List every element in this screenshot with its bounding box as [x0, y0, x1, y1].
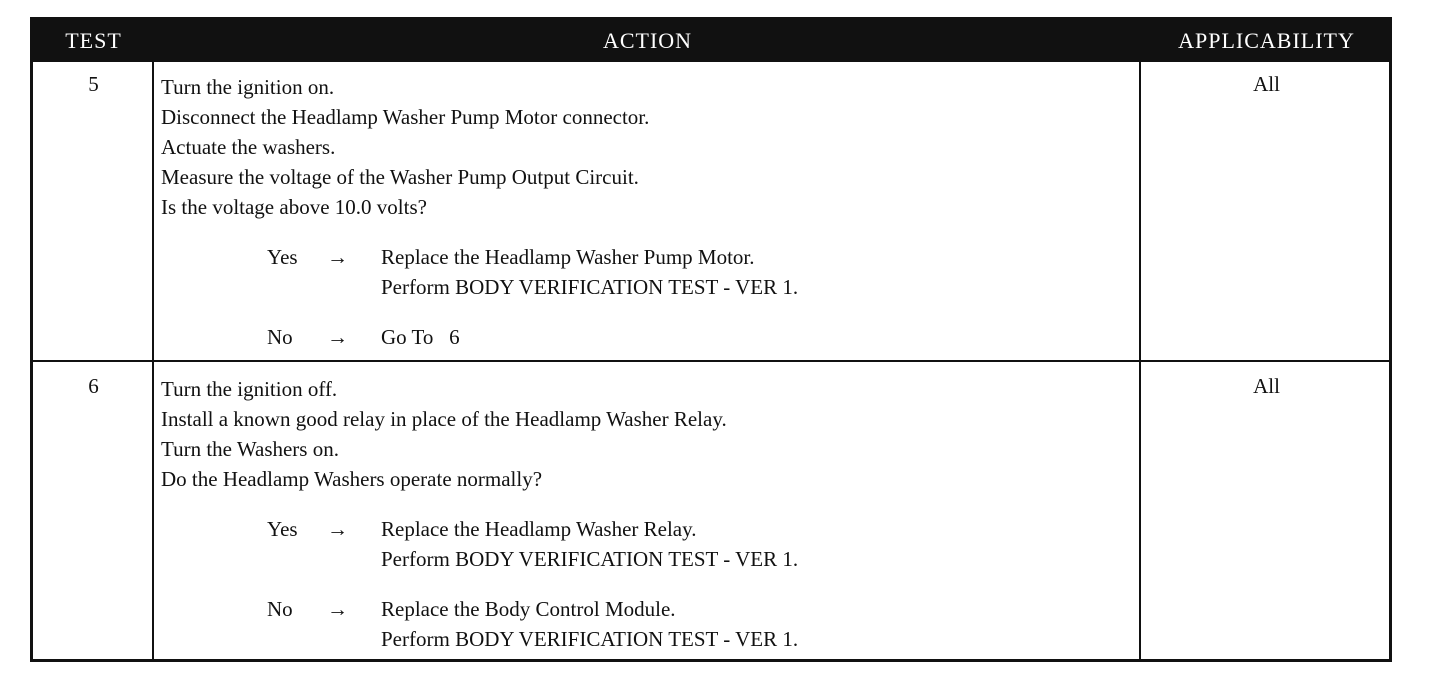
- header-applicability: APPLICABILITY: [1178, 28, 1355, 53]
- table-header: [33, 20, 1389, 62]
- action-steps: [161, 72, 649, 222]
- arrow-right-icon: →: [327, 517, 348, 541]
- row-divider: [33, 360, 1389, 362]
- action-step: Is the voltage above 10.0 volts?: [161, 195, 427, 219]
- action-step: Measure the voltage of the Washer Pump Output Circuit.: [161, 165, 639, 189]
- applicability-value: All: [1253, 374, 1280, 398]
- arrow-right-icon: →: [327, 245, 348, 269]
- header-action: ACTION: [602, 28, 693, 53]
- action-step: Do the Headlamp Washers operate normally?: [161, 467, 543, 491]
- header-test: TEST: [65, 28, 122, 53]
- result-line: Replace the Body Control Module.: [381, 597, 676, 621]
- yes-result: [267, 514, 798, 574]
- result-line: Go To 6: [381, 325, 460, 349]
- result-line: Perform BODY VERIFICATION TEST - VER 1.: [381, 275, 799, 299]
- result-line: Replace the Headlamp Washer Relay.: [381, 517, 697, 541]
- result-line: Perform BODY VERIFICATION TEST - VER 1.: [381, 547, 799, 571]
- yes-label: Yes: [267, 245, 298, 269]
- test-number: 5: [88, 72, 99, 96]
- no-result: [267, 322, 460, 352]
- action-step: Disconnect the Headlamp Washer Pump Motor connector.: [161, 105, 650, 129]
- arrow-right-icon: →: [327, 597, 348, 621]
- arrow-right-icon: →: [327, 325, 348, 349]
- action-step: Actuate the washers.: [161, 135, 336, 159]
- result-line: Replace the Headlamp Washer Pump Motor.: [381, 245, 755, 269]
- action-step: Install a known good relay in place of the Headlamp Washer Relay.: [161, 407, 727, 431]
- result-line: Perform BODY VERIFICATION TEST - VER 1.: [381, 627, 799, 651]
- action-step: Turn the Washers on.: [161, 437, 339, 461]
- action-steps: [161, 374, 727, 494]
- no-label: No: [267, 325, 293, 349]
- action-step: Turn the ignition on.: [161, 75, 335, 99]
- yes-result: [267, 242, 798, 302]
- test-number: 6: [88, 374, 99, 398]
- action-step: Turn the ignition off.: [161, 377, 338, 401]
- no-result: [267, 594, 798, 654]
- diagnostic-table: [30, 17, 1392, 662]
- yes-label: Yes: [267, 517, 298, 541]
- no-label: No: [267, 597, 293, 621]
- applicability-value: All: [1253, 72, 1280, 96]
